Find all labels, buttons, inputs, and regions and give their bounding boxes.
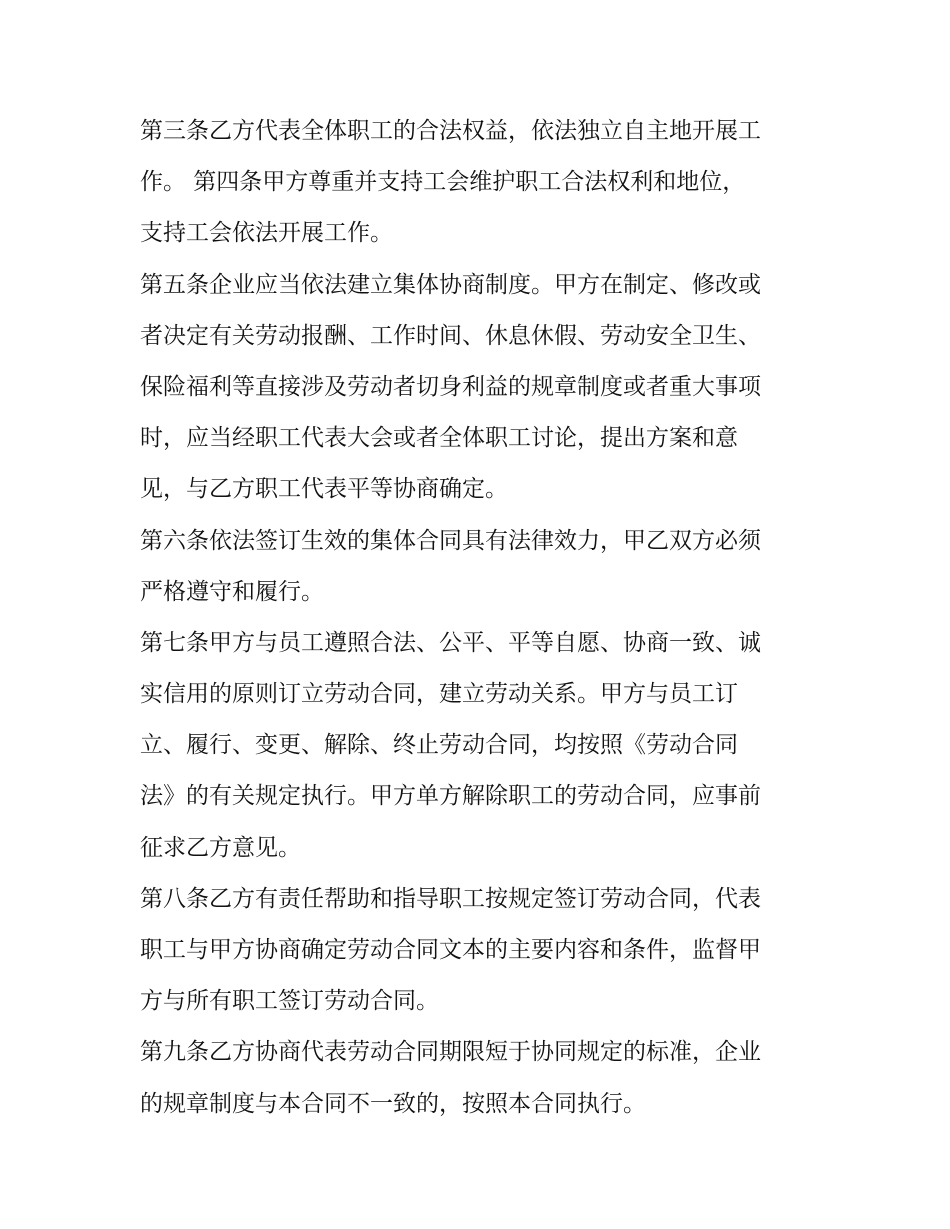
document-body	[140, 108, 820, 1132]
text-line: 职工与甲方协商确定劳动合同文本的主要内容和条件，监督甲	[140, 937, 761, 963]
text-line: 第五条企业应当依法建立集体协商制度。甲方在制定、修改或	[140, 271, 761, 298]
text-line: 第八条乙方有责任帮助和指导职工按规定签订劳动合同，代表	[140, 885, 761, 912]
article-6-paragraph	[140, 518, 820, 620]
text-line: 见，与乙方职工代表平等协商确定。	[140, 476, 508, 503]
text-line: 第三条乙方代表全体职工的合法权益，依法独立自主地开展工	[140, 118, 761, 144]
text-line: 征求乙方意见。	[140, 834, 301, 861]
article-5-paragraph	[140, 262, 820, 518]
text-line: 支持工会依法开展工作。	[140, 220, 393, 247]
text-line: 法》的有关规定执行。甲方单方解除职工的劳动合同，应事前	[140, 783, 761, 810]
text-line: 严格遵守和履行。	[140, 578, 324, 605]
article-3-4-paragraph	[140, 108, 820, 262]
text-line: 第七条甲方与员工遵照合法、公平、平等自愿、协商一致、诚	[140, 629, 761, 656]
text-line: 作。 第四条甲方尊重并支持工会维护职工合法权利和地位，	[140, 169, 746, 196]
article-8-paragraph	[140, 876, 820, 1030]
text-line: 第六条依法签订生效的集体合同具有法律效力，甲乙双方必须	[140, 527, 761, 554]
text-line: 保险福利等直接涉及劳动者切身利益的规章制度或者重大事项	[140, 373, 761, 400]
text-line: 时，应当经职工代表大会或者全体职工讨论，提出方案和意	[140, 425, 738, 452]
text-line: 的规章制度与本合同不一致的，按照本合同执行。	[140, 1090, 646, 1117]
article-7-paragraph	[140, 620, 820, 876]
text-line: 者决定有关劳动报酬、工作时间、休息休假、劳动安全卫生、	[140, 322, 761, 349]
text-line: 实信用的原则订立劳动合同，建立劳动关系。甲方与员工订	[140, 681, 738, 708]
article-9-paragraph	[140, 1029, 820, 1131]
text-line: 立、履行、变更、解除、终止劳动合同，均按照《劳动合同	[140, 732, 738, 759]
text-line: 第九条乙方协商代表劳动合同期限短于协同规定的标准，企业	[140, 1039, 761, 1066]
text-line: 方与所有职工签订劳动合同。	[140, 988, 439, 1015]
